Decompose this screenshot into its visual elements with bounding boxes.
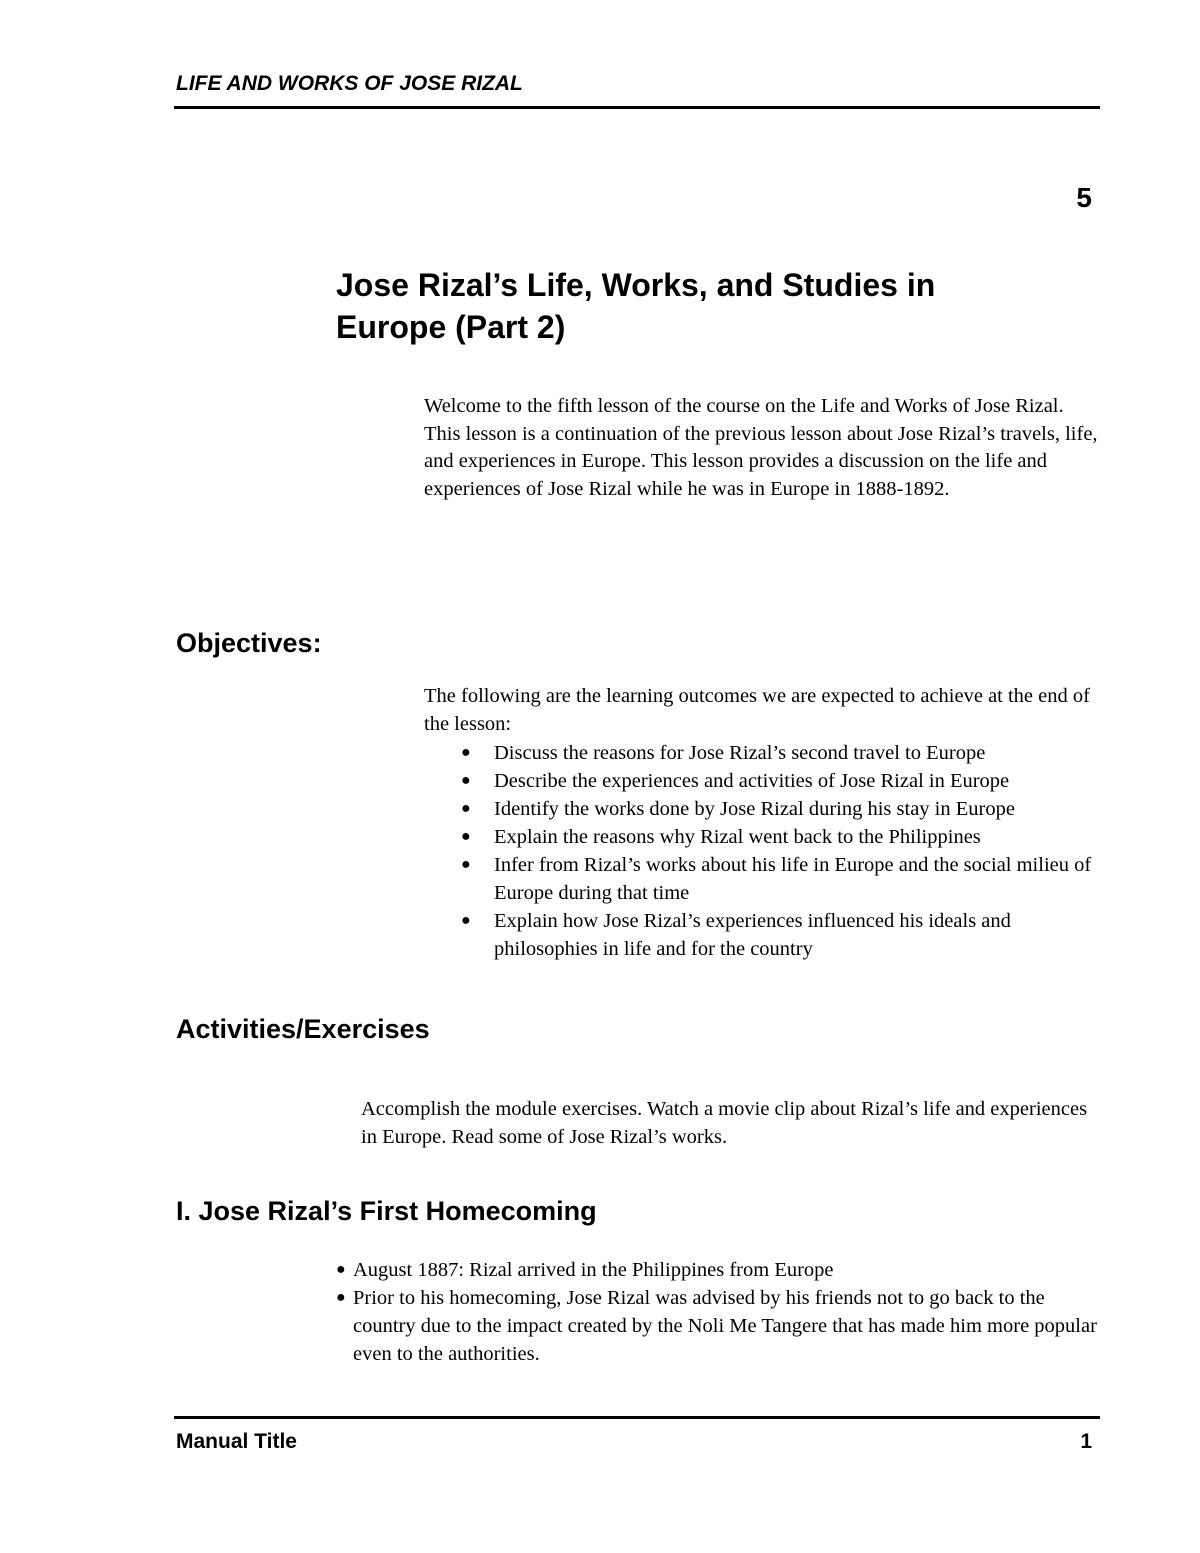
lesson-intro: Welcome to the fifth lesson of the course on the Life and Works of Jose Rizal. This lesson is a continuation of the previous lesson about Jose Rizal’s travels, life, and experiences in Europe. This lesson provides a discussion on the life and experiences of Jose Rizal while he was in Europe in 1888-1892.: [424, 395, 1098, 500]
footer-rule: [174, 1416, 1100, 1419]
objectives-heading: Objectives:: [176, 628, 322, 658]
activities-text: Accomplish the module exercises. Watch a movie clip about Rizal’s life and experiences in Europe. Read some of Jose Rizal’s works.: [361, 1098, 1088, 1148]
lesson-title-line-1: Jose Rizal’s Life, Works, and Studies in: [336, 267, 936, 303]
bullet-icon: ●: [461, 800, 471, 817]
activities-heading: Activities/Exercises: [176, 1014, 430, 1044]
footer-manual-title: Manual Title: [176, 1430, 297, 1453]
bullet-icon: ●: [461, 744, 471, 761]
bullet-icon: ●: [461, 828, 471, 845]
bullet-icon: ●: [461, 856, 471, 873]
header-rule: [174, 106, 1100, 109]
homecoming-list: [336, 1256, 1102, 1368]
running-header: LIFE AND WORKS OF JOSE RIZAL: [176, 72, 523, 95]
homecoming-item: ● August 1887: Rizal arrived in the Philippines from Europe: [336, 1256, 1102, 1284]
lesson-title: [336, 264, 1036, 348]
homecoming-heading: I. Jose Rizal’s First Homecoming: [176, 1196, 597, 1226]
objective-item: ● Describe the experiences and activities of Jose Rizal in Europe: [424, 767, 1104, 795]
footer-page-number: 1: [1080, 1430, 1092, 1453]
objectives-list: [424, 739, 1104, 963]
bullet-icon: ●: [461, 912, 471, 929]
objective-item: ● Discuss the reasons for Jose Rizal’s second travel to Europe: [424, 739, 1104, 767]
bullet-icon: ●: [336, 1289, 346, 1306]
bullet-icon: ●: [461, 772, 471, 789]
bullet-icon: ●: [336, 1261, 346, 1278]
objectives-intro: The following are the learning outcomes we are expected to achieve at the end of the lesson:: [424, 685, 1090, 735]
objective-item: ● Explain how Jose Rizal’s experiences influenced his ideals and philosophies in life and for the country: [424, 907, 1104, 963]
lesson-number: 5: [1076, 182, 1092, 213]
objective-item: ● Explain the reasons why Rizal went back to the Philippines: [424, 823, 1104, 851]
lesson-title-line-2: Europe (Part 2): [336, 309, 566, 345]
objective-item: ● Infer from Rizal’s works about his life in Europe and the social milieu of Europe during that time: [424, 851, 1104, 907]
homecoming-item: ● Prior to his homecoming, Jose Rizal was advised by his friends not to go back to the country due to the impact created by the Noli Me Tangere that has made him more popular even to the authorities.: [336, 1284, 1102, 1368]
objective-item: ● Identify the works done by Jose Rizal during his stay in Europe: [424, 795, 1104, 823]
